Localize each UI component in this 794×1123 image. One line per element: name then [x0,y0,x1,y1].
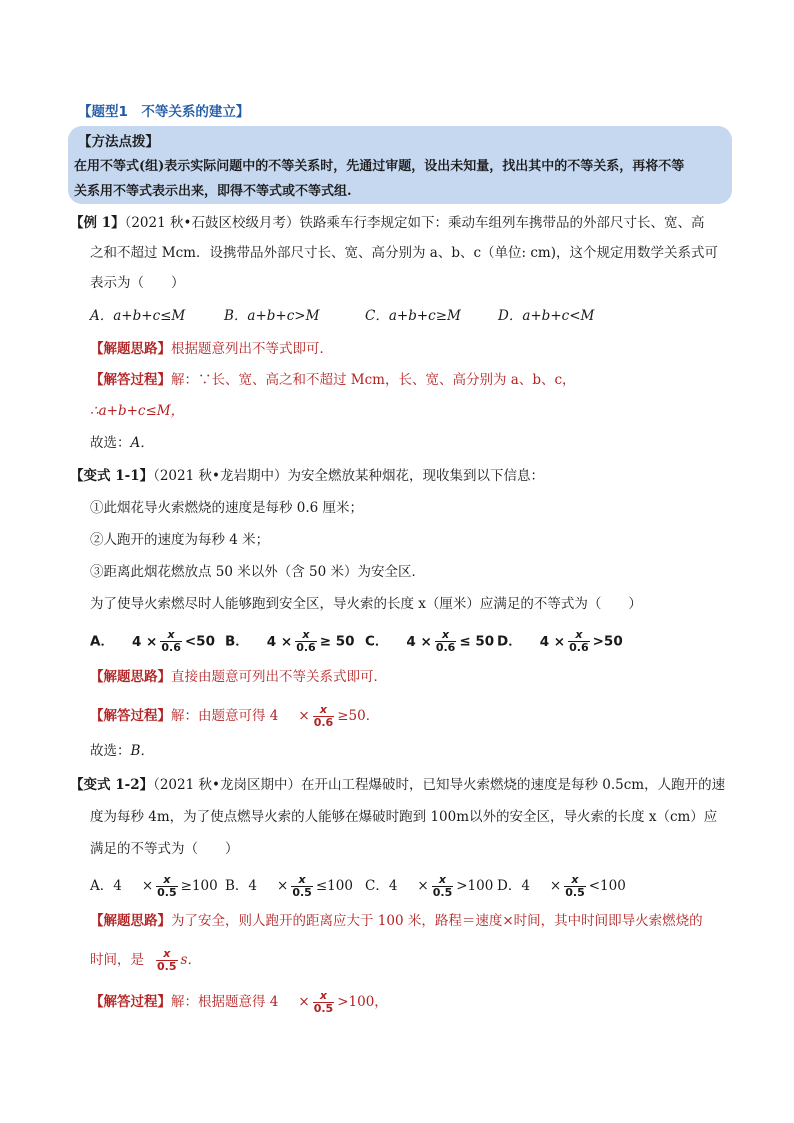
fraction: $\frac{x}{0.6}$ [435,628,456,654]
variant-1-1-info-3: ③距离此烟花燃放点 50 米以外（含 50 米）为安全区． [90,564,426,580]
example-1-tag: 【例 1】 [70,215,125,231]
variant-1-1-process: 【解答过程】解：由题意可得 4 × $\frac{x}{0.6}$ ≥50． [90,703,380,729]
variant-1-2-question-line-2: 度为每秒 4m，为了使点燃导火索的人能够在爆破时跑到 100m以外的安全区，导火索的长度 x（cm）应 [90,809,718,825]
variant-1-1-info-2: ②人跑开的速度为每秒 4 米； [90,532,270,548]
variant-1-2-question-line-1: 【变式 1-2】（2021 秋•龙岗区期中）在开山工程爆破时，已知导火索燃烧的速度是每秒 0.5cm，人跑开的速 [70,777,726,793]
fraction: $\frac{x}{0.5}$ [157,873,177,899]
variant-1-1-option-a: A． 4 × $\frac{x}{0.6}$ <50 [90,628,215,654]
variant-1-2-option-d: D．4 × $\frac{x}{0.5}$ <100 [497,873,626,899]
fraction: $\frac{x}{0.6}$ [569,628,589,654]
variant-1-1-question-line-2: 为了使导火索燃尽时人能够跑到安全区，导火索的长度 x（厘米）应满足的不等式为（ ） [90,596,642,612]
variant-1-1-question: 【变式 1-1】（2021 秋•龙岩期中）为安全燃放某种烟花，现收集到以下信息： [70,468,544,484]
variant-1-1-option-b: B． 4 × $\frac{x}{0.6}$ ≥ 50 [225,628,355,654]
variant-1-2-thought: 【解题思路】为了安全，则人跑开的距离应大于 100 米，路程＝速度×时间，其中时间即导火索燃烧的 [90,913,703,929]
example-1-question-line-3: 表示为（ ） [90,275,185,291]
variant-1-1-info-1: ①此烟花导火索燃烧的速度是每秒 0.6 厘米； [90,500,364,516]
method-box-title: 【方法点拨】 [78,134,159,150]
method-box-line-1: 在用不等式(组)表示实际问题中的不等关系时，先通过审题，设出未知量，找出其中的不等关系，再将不等 [74,159,685,174]
example-1-option-b: B．a+b+c>M [224,308,320,324]
variant-1-2-tag: 【变式 1-2】 [70,777,154,793]
variant-1-2-process: 【解答过程】解：根据题意得 4 × $\frac{x}{0.5}$ >100， [90,989,388,1015]
variant-1-2-option-c: C．4 × $\frac{x}{0.5}$ >100 [365,873,494,899]
variant-1-2-option-b: B．4 × $\frac{x}{0.5}$ ≤100 [225,873,353,899]
variant-1-2-question-line-3: 满足的不等式为（ ） [90,841,239,857]
example-1-question-line-1: 【例 1】（2021 秋•石鼓区校级月考）铁路乘车行李规定如下：乘动车组列车携带品的外部尺寸长、宽、高 [70,215,705,231]
example-1-option-d: D．a+b+c<M [498,308,595,324]
example-1-option-a: A．a+b+c≤M [90,308,186,324]
variant-1-2-option-a: A．4 × $\frac{x}{0.5}$ ≥100 [90,873,218,899]
example-1-question-line-2: 之和不超过 Mcm．设携带品外部尺寸长、宽、高分别为 a、b、c（单位: cm)，这个规定用数学关系式可 [90,245,718,261]
fraction: $\frac{x}{0.5}$ [565,873,585,899]
variant-1-2-thought-line-2: 时间，是 $\frac{x}{0.5}$ s． [90,947,201,973]
section-title: 【题型1 不等关系的建立】 [78,104,250,120]
fraction: $\frac{x}{0.6}$ [313,703,334,729]
variant-1-1-option-c: C． 4 × $\frac{x}{0.6}$ ≤ 50 [365,628,495,654]
example-1-answer: 故选：A． [90,435,154,451]
variant-1-1-thought: 【解题思路】直接由题意可列出不等关系式即可． [90,669,387,685]
fraction: $\frac{x}{0.6}$ [296,628,316,654]
method-box-line-2: 关系用不等式表示出来，即得不等式或不等式组. [74,184,352,199]
variant-1-1-answer: 故选：B． [90,743,154,759]
fraction: $\frac{x}{0.5}$ [157,947,177,973]
fraction: $\frac{x}{0.5}$ [313,989,334,1015]
variant-1-1-option-d: D． 4 × $\frac{x}{0.6}$ >50 [497,628,623,654]
fraction: $\frac{x}{0.6}$ [161,628,181,654]
variant-1-1-tag: 【变式 1-1】 [70,468,154,484]
example-1-thought: 【解题思路】根据题意列出不等式即可． [90,341,333,357]
fraction: $\frac{x}{0.5}$ [292,873,312,899]
fraction: $\frac{x}{0.5}$ [432,873,453,899]
example-1-process-line-2: ∴a+b+c≤M， [90,403,185,419]
example-1-process: 【解答过程】解：∵长、宽、高之和不超过 Mcm，长、宽、高分别为 a、b、c， [90,372,576,388]
example-1-option-c: C．a+b+c≥M [365,308,461,324]
